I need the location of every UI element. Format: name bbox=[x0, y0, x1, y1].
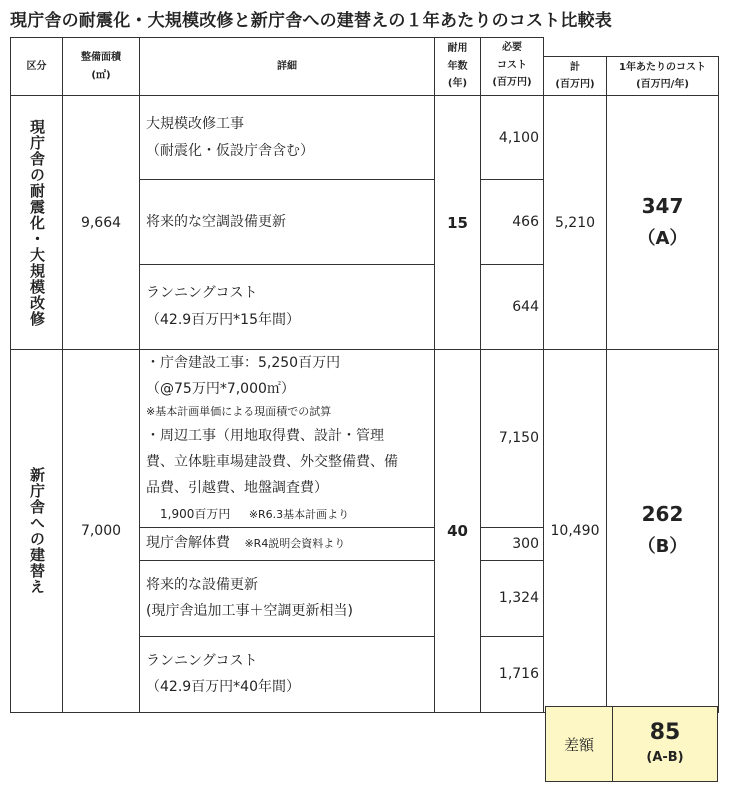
detail-rebuild-running: ランニングコスト （42.9百万円*40年間） bbox=[140, 636, 435, 712]
header-total: 計 (百万円) bbox=[544, 57, 607, 96]
detail-renovation-work: 大規模改修工事 （耐震化・仮設庁舎含む） bbox=[140, 96, 435, 180]
annual-rebuild: 262 （B） bbox=[607, 350, 719, 713]
years-renovation: 15 bbox=[435, 96, 481, 350]
header-cost-top: 必要 bbox=[481, 38, 544, 57]
cost-comparison-table bbox=[10, 37, 719, 713]
detail-renovation-running: ランニングコスト （42.9百万円*15年間） bbox=[140, 265, 435, 350]
detail-rebuild-demolition: 現庁舎解体費 ※R4説明会資料より bbox=[140, 527, 435, 560]
table-row bbox=[11, 350, 719, 528]
difference-value: 85 (A-B) bbox=[613, 707, 718, 782]
difference-box bbox=[545, 706, 718, 782]
cost-renovation-work: 4,100 bbox=[481, 96, 544, 180]
cost-rebuild-construction: 7,150 bbox=[481, 350, 544, 528]
detail-rebuild-equipment: 将来的な設備更新 (現庁舎追加工事＋空調更新相当) bbox=[140, 560, 435, 636]
detail-renovation-aircon: 将来的な空調設備更新 bbox=[140, 180, 435, 265]
years-rebuild: 40 bbox=[435, 350, 481, 713]
cost-renovation-aircon: 466 bbox=[481, 180, 544, 265]
cost-renovation-running: 644 bbox=[481, 265, 544, 350]
total-rebuild: 10,490 bbox=[544, 350, 607, 713]
category-rebuild: 新庁舎への建替え bbox=[11, 350, 63, 713]
detail-rebuild-construction: ・庁舎建設工事：5,250百万円 （@75万円*7,000㎡） ※基本計画単価による現面積での試算 ・周辺工事（用地取得費、設計・管理 費、立体駐車場建設費、外交整備費、備 品費、引越費、地盤調査費） 1,900百万円 ※R6.3基本計画より bbox=[140, 350, 435, 528]
header-area: 整備面積 (㎡) bbox=[63, 38, 140, 96]
header-category: 区分 bbox=[11, 38, 63, 96]
annual-renovation: 347 （A） bbox=[607, 96, 719, 350]
header-years: 耐用 年数 (年) bbox=[435, 38, 481, 96]
cost-rebuild-equipment: 1,324 bbox=[481, 560, 544, 636]
header-row-top bbox=[11, 38, 719, 57]
header-annual: 1年あたりのコスト (百万円/年) bbox=[607, 57, 719, 96]
cost-rebuild-running: 1,716 bbox=[481, 636, 544, 712]
area-rebuild: 7,000 bbox=[63, 350, 140, 713]
cost-rebuild-demolition: 300 bbox=[481, 527, 544, 560]
area-renovation: 9,664 bbox=[63, 96, 140, 350]
table-row bbox=[11, 96, 719, 180]
total-renovation: 5,210 bbox=[544, 96, 607, 350]
header-cost: コスト (百万円) bbox=[481, 57, 544, 96]
page-title: 現庁舎の耐震化・大規模改修と新庁舎への建替えの１年あたりのコスト比較表 bbox=[10, 11, 612, 31]
header-spacer bbox=[544, 38, 719, 57]
header-detail: 詳細 bbox=[140, 38, 435, 96]
category-renovation: 現庁舎の耐震化・大規模改修 bbox=[11, 96, 63, 350]
difference-label: 差額 bbox=[546, 707, 613, 782]
